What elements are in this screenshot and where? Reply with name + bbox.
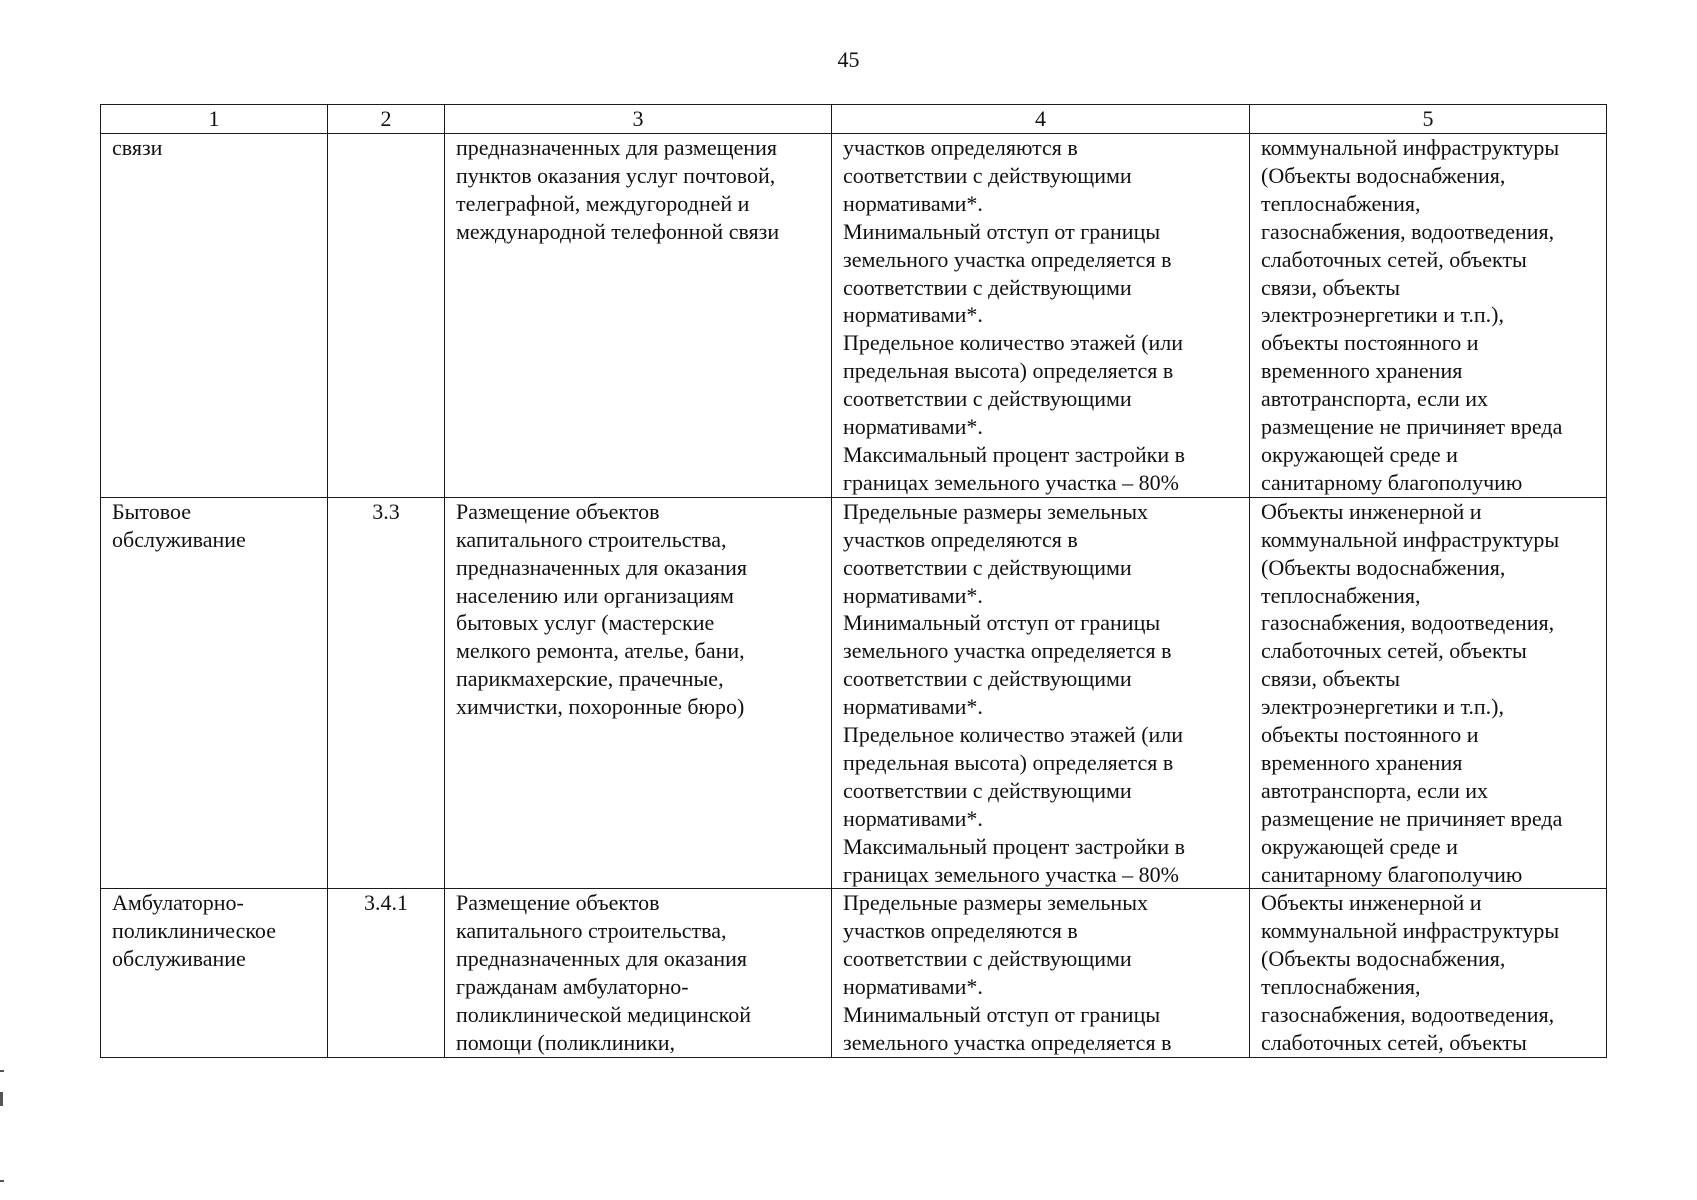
cell-text-line: нормативами*. (843, 582, 983, 608)
cell-text-line: нормативами*. (843, 414, 983, 440)
cell-text-line: соответствии с действующими (843, 162, 1132, 188)
cell-text-line: электроэнергетики и т.п.), (1261, 302, 1504, 328)
cell-text-line: газоснабжения, водоотведения, (1261, 218, 1555, 244)
cell-text-line: парикмахерские, прачечные, (456, 666, 724, 692)
cell-text-line: санитарному благополучию (1261, 861, 1523, 887)
cell-text-line: земельного участка определяется в (843, 1030, 1172, 1055)
cell-text-line: обслуживание (112, 946, 246, 972)
cell-text-line: гражданам амбулаторно- (456, 974, 689, 1000)
building-parameters-cell (832, 134, 1250, 498)
cell-text-line: предназначенных для оказания (456, 554, 748, 580)
use-type-code-cell: 3.4.1 (328, 889, 445, 1058)
use-type-name-cell (101, 497, 328, 889)
cell-text-line: Размещение объектов (456, 890, 660, 916)
cell-text-line: соответствии с действующими (843, 946, 1132, 972)
cell-text-line: пунктов оказания услуг почтовой, (456, 162, 776, 188)
cell-text-line: помощи (поликлиники, (456, 1030, 676, 1055)
cell-text-line: окружающей среде и (1261, 833, 1458, 859)
use-type-code-cell (328, 134, 445, 498)
cell-text-line: предельная высота) определяется в (843, 749, 1174, 775)
cell-text-line: электроэнергетики и т.п.), (1261, 694, 1504, 720)
auxiliary-uses-cell (1250, 889, 1607, 1058)
cell-text-line: связи (112, 135, 163, 160)
cell-text-line: предназначенных для оказания (456, 946, 748, 972)
cell-text-line: границах земельного участка – 80% (843, 861, 1179, 887)
cell-text-line: автотранспорта, если их (1261, 777, 1489, 803)
cell-text-line: предельная высота) определяется в (843, 358, 1174, 384)
cell-text-line: предназначенных для размещения (456, 135, 777, 160)
use-type-description-cell (445, 889, 832, 1058)
cell-text-line: санитарному благополучию (1261, 469, 1523, 495)
cell-text-line: (Объекты водоснабжения, (1261, 162, 1506, 188)
cell-text-line: соответствии с действующими (843, 386, 1132, 412)
cell-text-line: соответствии с действующими (843, 554, 1132, 580)
zoning-regulations-table (100, 104, 1607, 1058)
cell-text-line: Минимальный отступ от границы (843, 1002, 1161, 1028)
column-header-1: 1 (101, 105, 328, 134)
cell-text-line: слаботочных сетей, объекты (1261, 246, 1527, 272)
cell-text-line: связи, объекты (1261, 666, 1401, 692)
table-row (101, 134, 1607, 498)
cell-text-line: нормативами*. (843, 974, 983, 1000)
cell-text-line: нормативами*. (843, 302, 983, 328)
cell-text-line: Максимальный процент застройки в (843, 833, 1185, 859)
cell-text-line: Объекты инженерной и (1261, 890, 1482, 916)
cell-text-line: поликлинической медицинской (456, 1002, 752, 1028)
cell-text-line: теплоснабжения, (1261, 190, 1421, 216)
column-header-4: 4 (832, 105, 1250, 134)
cell-text-line: Бытовое (112, 498, 192, 524)
cell-text-line: земельного участка определяется в (843, 638, 1172, 664)
use-type-name-cell (101, 889, 328, 1058)
cell-text-line: (Объекты водоснабжения, (1261, 554, 1506, 580)
cell-text-line: химчистки, похоронные бюро) (456, 694, 745, 720)
scan-edge-mark (0, 1092, 3, 1106)
auxiliary-uses-cell (1250, 134, 1607, 498)
cell-text-line: Предельные размеры земельных (843, 890, 1148, 916)
table-row (101, 497, 1607, 889)
use-type-code-cell: 3.3 (328, 497, 445, 889)
cell-text-line: земельного участка определяется в (843, 246, 1172, 272)
cell-text-line: соответствии с действующими (843, 666, 1132, 692)
cell-text-line: бытовых услуг (мастерские (456, 610, 715, 636)
cell-text-line: границах земельного участка – 80% (843, 469, 1179, 495)
cell-text-line: временного хранения (1261, 358, 1463, 384)
cell-text-line: связи, объекты (1261, 274, 1401, 300)
use-type-name-cell (101, 134, 328, 498)
cell-text-line: соответствии с действующими (843, 777, 1132, 803)
cell-text-line: размещение не причиняет вреда (1261, 414, 1563, 440)
cell-text-line: нормативами*. (843, 190, 983, 216)
cell-text-line: Минимальный отступ от границы (843, 610, 1161, 636)
cell-text-line: участков определяются в (843, 135, 1078, 160)
cell-text-line: (Объекты водоснабжения, (1261, 946, 1506, 972)
column-header-2: 2 (328, 105, 445, 134)
cell-text-line: газоснабжения, водоотведения, (1261, 1002, 1555, 1028)
cell-text-line: размещение не причиняет вреда (1261, 805, 1563, 831)
cell-text-line: объекты постоянного и (1261, 722, 1479, 748)
cell-text-line: объекты постоянного и (1261, 330, 1479, 356)
cell-text-line: поликлиническое (112, 918, 276, 944)
cell-text-line: соответствии с действующими (843, 274, 1132, 300)
cell-text-line: международной телефонной связи (456, 218, 780, 244)
cell-text-line: Предельные размеры земельных (843, 498, 1148, 524)
cell-text-line: обслуживание (112, 526, 246, 552)
cell-text-line: слаботочных сетей, объекты (1261, 1030, 1527, 1055)
page-number: 45 (837, 47, 860, 72)
cell-text-line: мелкого ремонта, ателье, бани, (456, 638, 745, 664)
use-type-description-cell (445, 497, 832, 889)
cell-text-line: теплоснабжения, (1261, 582, 1421, 608)
cell-text-line: Амбулаторно- (112, 890, 244, 916)
cell-text-line: Объекты инженерной и (1261, 498, 1482, 524)
scan-edge-mark (0, 1070, 4, 1072)
column-header-3: 3 (445, 105, 832, 134)
building-parameters-cell (832, 497, 1250, 889)
cell-text-line: нормативами*. (843, 805, 983, 831)
cell-text-line: Предельное количество этажей (или (843, 330, 1184, 356)
cell-text-line: теплоснабжения, (1261, 974, 1421, 1000)
cell-text-line: коммунальной инфраструктуры (1261, 135, 1560, 160)
cell-text-line: коммунальной инфраструктуры (1261, 918, 1560, 944)
auxiliary-uses-cell (1250, 497, 1607, 889)
cell-text-line: капитального строительства, (456, 918, 727, 944)
cell-text-line: Максимальный процент застройки в (843, 441, 1185, 467)
table-row (101, 889, 1607, 1058)
cell-text-line: временного хранения (1261, 749, 1463, 775)
building-parameters-cell (832, 889, 1250, 1058)
cell-text-line: Минимальный отступ от границы (843, 218, 1161, 244)
cell-text-line: Предельное количество этажей (или (843, 722, 1184, 748)
table-header-row (101, 105, 1607, 134)
cell-text-line: автотранспорта, если их (1261, 386, 1489, 412)
cell-text-line: участков определяются в (843, 918, 1078, 944)
scan-edge-mark (0, 1180, 4, 1182)
cell-text-line: коммунальной инфраструктуры (1261, 526, 1560, 552)
cell-text-line: телеграфной, междугородней и (456, 190, 750, 216)
cell-text-line: населению или организациям (456, 582, 734, 608)
cell-text-line: участков определяются в (843, 526, 1078, 552)
use-type-description-cell (445, 134, 832, 498)
cell-text-line: окружающей среде и (1261, 441, 1458, 467)
cell-text-line: капитального строительства, (456, 526, 727, 552)
cell-text-line: нормативами*. (843, 694, 983, 720)
cell-text-line: Размещение объектов (456, 498, 660, 524)
cell-text-line: газоснабжения, водоотведения, (1261, 610, 1555, 636)
cell-text-line: слаботочных сетей, объекты (1261, 638, 1527, 664)
column-header-5: 5 (1250, 105, 1607, 134)
